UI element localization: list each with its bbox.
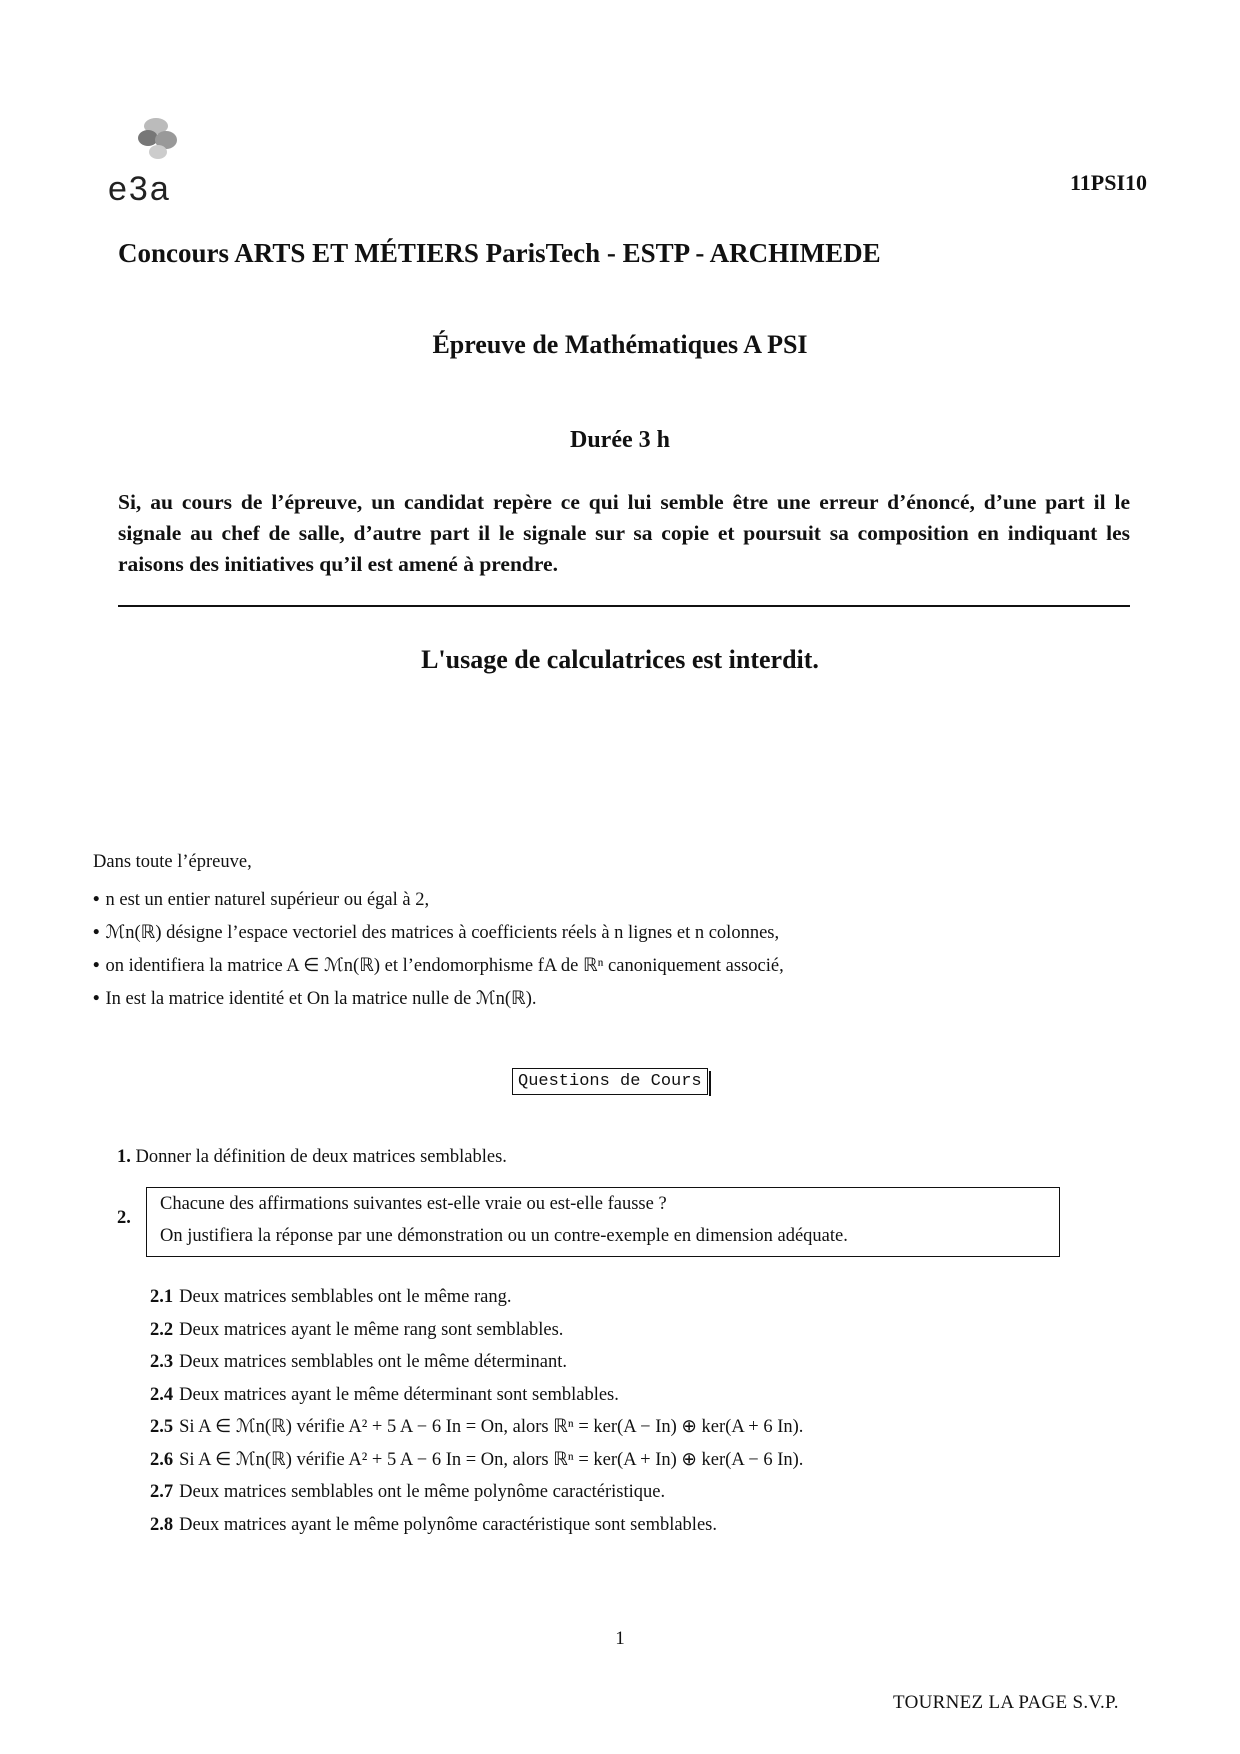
exam-title: Épreuve de Mathématiques A PSI	[432, 330, 808, 359]
contest-title: Concours ARTS ET MÉTIERS ParisTech - ESTP - ARCHIMEDE	[118, 238, 881, 268]
turn-page-notice: TOURNEZ LA PAGE S.V.P.	[893, 1692, 1119, 1713]
subquestion-list	[150, 1281, 803, 1541]
list-item: • In est la matrice identité et On la matrice nulle de ℳn(ℝ).	[93, 989, 537, 1009]
list-item: • ℳn(ℝ) désigne l’espace vectoriel des matrices à coefficients réels à n lignes et n colonnes,	[93, 923, 780, 943]
error-warning-paragraph: Si, au cours de l’épreuve, un candidat repère ce qui lui semble être une erreur d’énoncé, d’une part il le signale au chef de salle, d’autre part il le signale sur sa copie et poursuit sa composition en indiquant les raisons des initiatives qu’il est amené à prendre.	[118, 490, 1130, 576]
subquestion: 2.1 Deux matrices semblables ont le même rang.	[150, 1287, 512, 1307]
question-number: 1.	[117, 1147, 131, 1167]
list-item: • on identifiera la matrice A ∈ ℳn(ℝ) et l’endomorphisme fA de ℝⁿ canoniquement associé,	[93, 956, 784, 976]
list-item: • n est un entier naturel supérieur ou égal à 2,	[93, 890, 430, 910]
e3a-logo-emblem-icon	[126, 108, 196, 168]
question-2-line-2: On justifiera la réponse par une démonstration ou un contre-exemple en dimension adéquate.	[160, 1226, 848, 1246]
subquestion: 2.6 Si A ∈ ℳn(ℝ) vérifie A² + 5 A − 6 In = On, alors ℝⁿ = ker(A + In) ⊕ ker(A − 6 In).	[150, 1449, 804, 1470]
logo-text: e3a	[108, 170, 171, 208]
subquestion: 2.5 Si A ∈ ℳn(ℝ) vérifie A² + 5 A − 6 In = On, alors ℝⁿ = ker(A − In) ⊕ ker(A + 6 In).	[150, 1417, 804, 1437]
horizontal-rule	[118, 605, 1130, 607]
question-2-line-1: Chacune des affirmations suivantes est-elle vraie ou est-elle fausse ?	[160, 1194, 667, 1214]
calculator-notice: L'usage de calculatrices est interdit.	[421, 645, 819, 674]
subquestion: 2.3 Deux matrices semblables ont le même déterminant.	[150, 1352, 567, 1372]
subquestion: 2.2 Deux matrices ayant le même rang sont semblables.	[150, 1319, 564, 1340]
subquestion: 2.8 Deux matrices ayant le même polynôme caractéristique sont semblables.	[150, 1514, 717, 1535]
subquestion: 2.7 Deux matrices semblables ont le même polynôme caractéristique.	[150, 1482, 666, 1502]
e3a-logo	[108, 108, 228, 208]
intro-text: Dans toute l’épreuve,	[93, 852, 252, 872]
subquestion: 2.4 Deux matrices ayant le même déterminant sont semblables.	[150, 1384, 619, 1405]
page-number: 1	[615, 1628, 625, 1649]
exam-code: 11PSI10	[1070, 170, 1148, 195]
question-2-box	[146, 1187, 1060, 1257]
question-2-number: 2.	[117, 1208, 131, 1228]
question-text: Donner la définition de deux matrices semblables.	[135, 1147, 507, 1167]
question-1	[117, 1147, 507, 1168]
exam-duration: Durée 3 h	[570, 427, 670, 453]
section-title-box: Questions de Cours	[512, 1068, 708, 1095]
notation-list	[93, 884, 784, 1016]
